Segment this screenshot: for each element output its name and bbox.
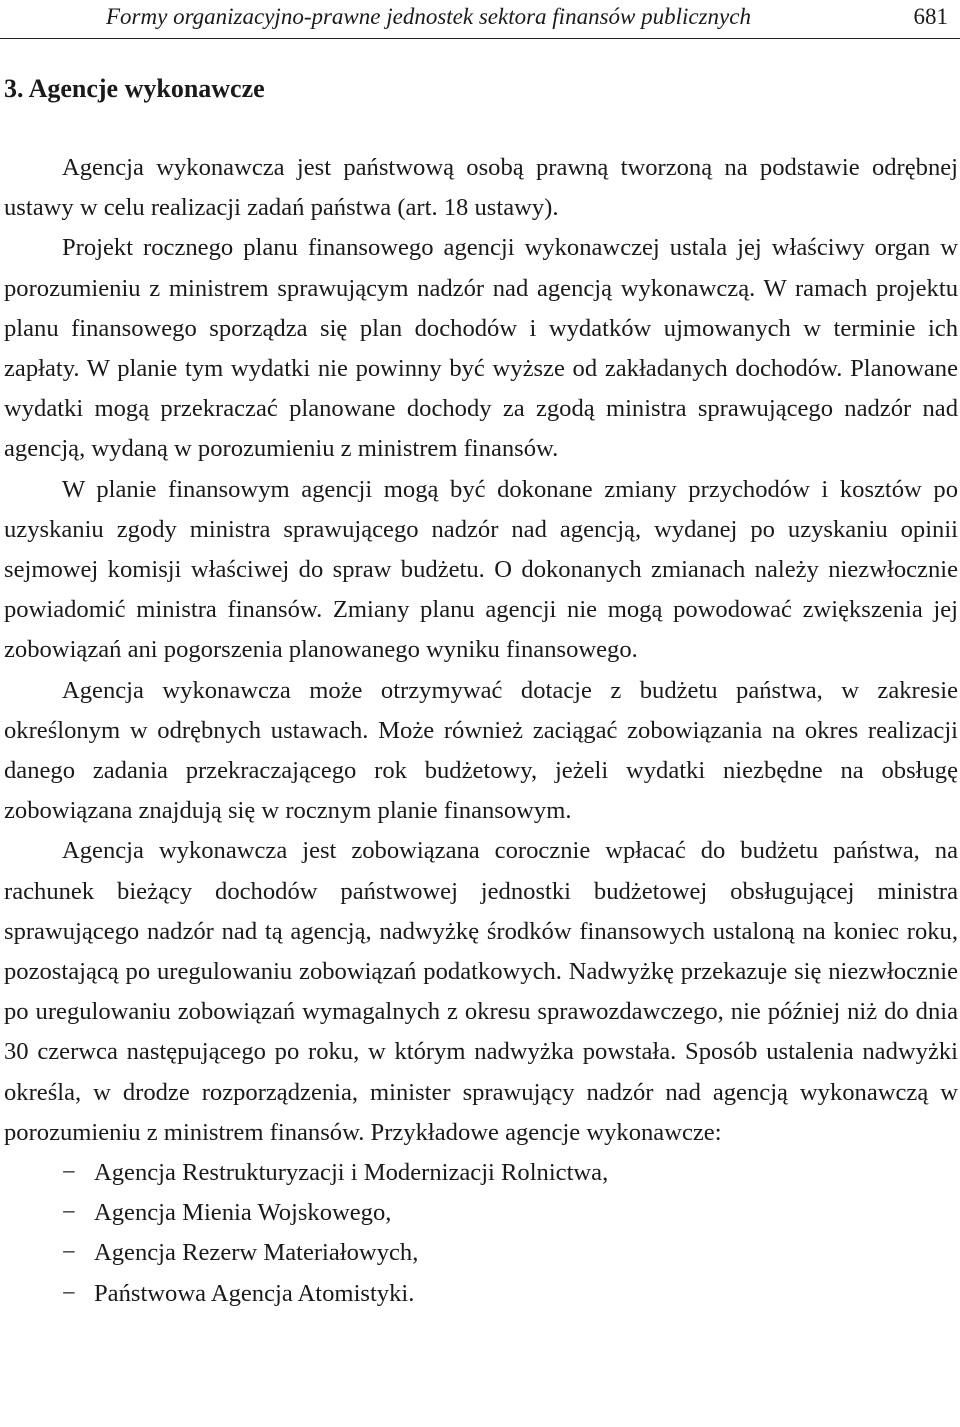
paragraph: W planie finansowym agencji mogą być dokonane zmiany przychodów i kosztów po uzyskaniu zgody ministra sprawującego nadzór nad agencją, wydanej po uzyskaniu opinii sejmowej komisji właściwej do spraw budżetu. O dokonanych zmianach należy niezwłocznie powiadomić ministra finansów. Zmiany planu agencji nie mogą powodować zwiększenia jej zobowiązań ani pogorszenia planowanego wyniku finansowego. (4, 475, 958, 664)
list-item (4, 1193, 958, 1233)
list-item-text: Agencja Rezerw Materiałowych, (94, 1239, 419, 1267)
running-header (0, 0, 960, 39)
list-dash: − (62, 1159, 76, 1187)
list-item-text: Agencja Restrukturyzacji i Modernizacji Rolnictwa, (94, 1159, 609, 1187)
body-text (4, 148, 958, 1314)
header-title: Formy organizacyjno-prawne jednostek sektora finansów publicznych (106, 4, 751, 29)
list-item-text: Państwowa Agencja Atomistyki. (94, 1279, 415, 1307)
list-item (4, 1274, 958, 1314)
list-item-text: Agencja Mienia Wojskowego, (94, 1199, 392, 1227)
list-item (4, 1233, 958, 1273)
page-number: 681 (913, 4, 948, 29)
section-heading: 3. Agencje wykonawcze (4, 74, 265, 103)
paragraph: Projekt rocznego planu finansowego agencji wykonawczej ustala jej właściwy organ w porozumieniu z ministrem sprawującym nadzór nad agencją wykonawczą. W ramach projektu planu finansowego sporządza się plan dochodów i wydatków ujmowanych w terminie ich zapłaty. W planie tym wydatki nie powinny być wyższe od zakładanych dochodów. Planowane wydatki mogą przekraczać planowane dochody za zgodą ministra sprawującego nadzór nad agencją, wydaną w porozumieniu z ministrem finansów. (4, 234, 958, 463)
list-dash: − (62, 1239, 76, 1267)
paragraph: Agencja wykonawcza jest zobowiązana corocznie wpłacać do budżetu państwa, na rachunek bieżący dochodów państwowej jednostki budżetowej obsługującej ministra sprawującego nadzór nad tą agencją, nadwyżkę środków finansowych ustaloną na koniec roku, pozostającą po uregulowaniu zobowiązań podatkowych. Nadwyżkę przekazuje się niezwłocznie po uregulowaniu zobowiązań wymagalnych z okresu sprawozdawczego, nie później niż do dnia 30 czerwca następującego po roku, w którym nadwyżka powstała. Sposób ustalenia nadwyżki określa, w drodze rozporządzenia, minister sprawujący nadzór nad agencją wykonawczą w porozumieniu z ministrem finansów. Przykładowe agencje wykonawcze: (4, 837, 958, 1146)
list-item (4, 1153, 958, 1193)
paragraph: Agencja wykonawcza jest państwową osobą prawną tworzoną na podstawie odrębnej ustawy w celu realizacji zadań państwa (art. 18 ustawy). (4, 154, 958, 222)
list-dash: − (62, 1199, 76, 1227)
list-dash: − (62, 1279, 76, 1307)
paragraph: Agencja wykonawcza może otrzymywać dotacje z budżetu państwa, w zakresie określonym w odrębnych ustawach. Może również zaciągać zobowiązania na okres realizacji danego zadania przekraczającego rok budżetowy, jeżeli wydatki niezbędne na obsługę zobowiązana znajdują się w rocznym planie finansowym. (4, 676, 958, 825)
agency-list (4, 1153, 958, 1314)
